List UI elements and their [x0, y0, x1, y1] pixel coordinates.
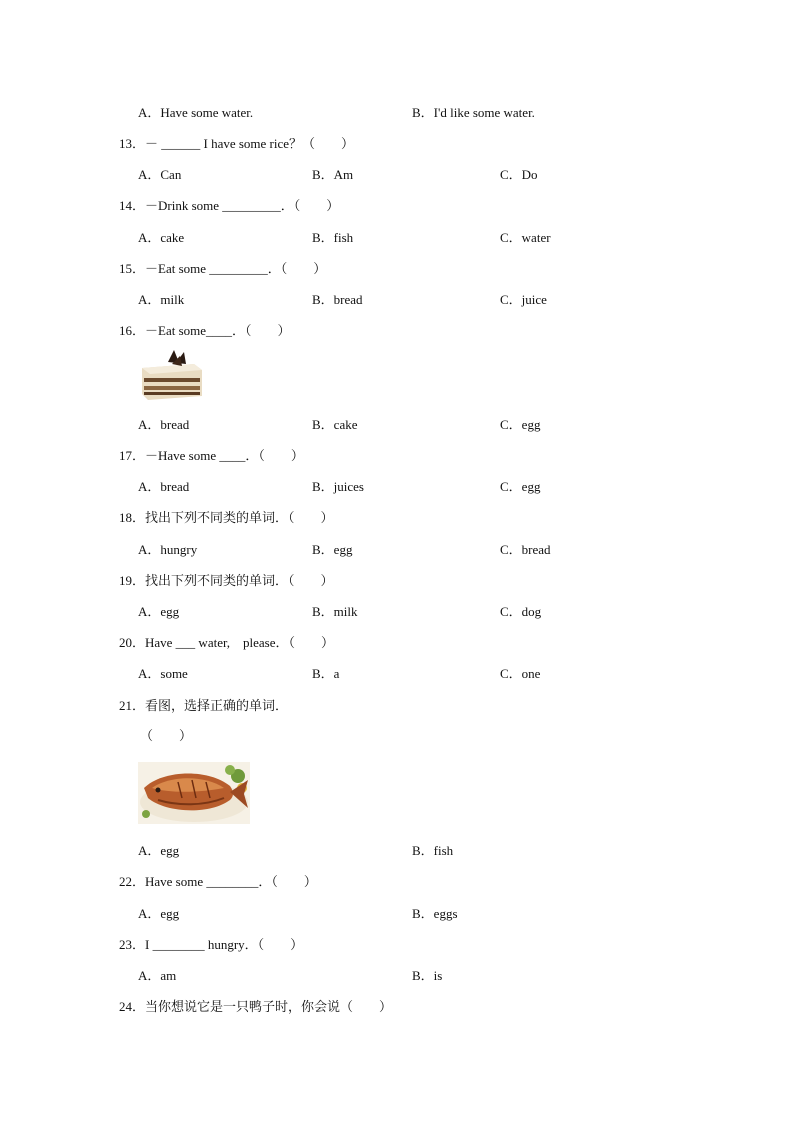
q13-option-c[interactable]: C．Do	[500, 167, 538, 182]
q20-stem: 20．Have ___ water, please．（ ）	[119, 635, 335, 650]
q20-option-a[interactable]: A．some	[138, 666, 188, 681]
q15-option-c[interactable]: C．juice	[500, 292, 547, 307]
q21-option-b[interactable]: B．fish	[412, 843, 454, 858]
fish-image	[138, 762, 250, 824]
q14-option-c[interactable]: C．water	[500, 230, 551, 245]
q15-option-b[interactable]: B．bread	[312, 292, 363, 307]
q21-answer-blank[interactable]: （ ）	[140, 728, 193, 743]
q12-option-a[interactable]: A．Have some water.	[138, 105, 254, 120]
q13-option-b[interactable]: B．Am	[312, 167, 354, 182]
q15-stem: 15．－Eat some _________．（ ）	[119, 261, 327, 276]
q20-option-c[interactable]: C．one	[500, 666, 541, 681]
q22-stem: 22．Have some ________．（ ）	[119, 874, 317, 889]
q14-stem: 14．－Drink some _________．（ ）	[119, 198, 340, 213]
q18-option-c[interactable]: C．bread	[500, 542, 551, 557]
q24-stem: 24．当你想说它是一只鸭子时，你会说（ ）	[119, 999, 393, 1014]
q16-option-c[interactable]: C．egg	[500, 417, 541, 432]
q18-stem: 18．找出下列不同类的单词．（ ）	[119, 510, 334, 525]
q13-option-a[interactable]: A．Can	[138, 167, 182, 182]
q19-option-c[interactable]: C．dog	[500, 604, 542, 619]
q17-option-a[interactable]: A．bread	[138, 479, 190, 494]
q22-option-a[interactable]: A．egg	[138, 906, 180, 921]
q14-option-b[interactable]: B．fish	[312, 230, 354, 245]
cake-image	[138, 348, 206, 402]
q19-option-a[interactable]: A．egg	[138, 604, 180, 619]
q22-option-b[interactable]: B．eggs	[412, 906, 458, 921]
q23-option-b[interactable]: B．is	[412, 968, 443, 983]
q15-option-a[interactable]: A．milk	[138, 292, 185, 307]
q17-stem: 17．－Have some ____．（ ）	[119, 448, 304, 463]
q14-option-a[interactable]: A．cake	[138, 230, 185, 245]
q12-option-b[interactable]: B．I'd like some water.	[412, 105, 535, 120]
q23-stem: 23．I ________ hungry．（ ）	[119, 937, 304, 952]
q18-option-b[interactable]: B．egg	[312, 542, 353, 557]
q17-option-b[interactable]: B．juices	[312, 479, 364, 494]
q23-option-a[interactable]: A．am	[138, 968, 177, 983]
q19-stem: 19．找出下列不同类的单词．（ ）	[119, 573, 334, 588]
q19-option-b[interactable]: B．milk	[312, 604, 358, 619]
q16-option-a[interactable]: A．bread	[138, 417, 190, 432]
q16-stem: 16．－Eat some____．（ ）	[119, 323, 291, 338]
q20-option-b[interactable]: B．a	[312, 666, 340, 681]
q21-option-a[interactable]: A．egg	[138, 843, 180, 858]
q17-option-c[interactable]: C．egg	[500, 479, 541, 494]
q18-option-a[interactable]: A．hungry	[138, 542, 198, 557]
q21-stem: 21．看图，选择正确的单词．	[119, 698, 289, 713]
q16-option-b[interactable]: B．cake	[312, 417, 358, 432]
q13-stem: 13．－ ______ I have some rice？（ ）	[119, 136, 355, 151]
